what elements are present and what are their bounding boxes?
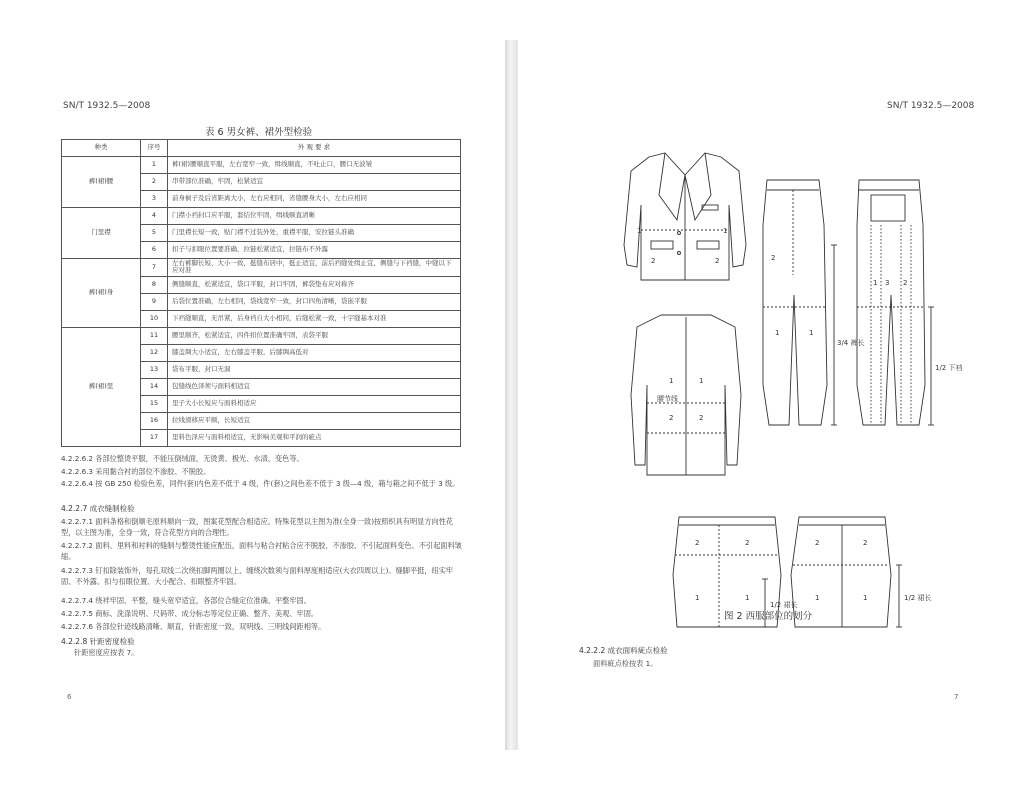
table-cell-requirement: 门襟小裆封口应平服，套结位牢固，缉线顺直清晰 [168,208,461,225]
right-page [519,45,1011,745]
table-cell-requirement: 前身裥子及后省距离大小，左右应相同，省缝腰身大小，左右应相同 [168,191,461,208]
table-cell-requirement: 下裆缝顺直，无吊紧，后身裆自大小相同，后缝松紧一致，十字缝基本对准 [168,310,461,327]
left-page-number: 6 [67,693,72,701]
table-cell-number: 9 [141,293,168,310]
table-cell-requirement: 里料色泽应与面料相适宜，无影响美观和平润的疵点 [168,429,461,446]
table-cell-number: 5 [141,225,168,242]
table-cell-requirement: 后袋位置准确，左右相同，袋线宽窄一致，封口四角清晰，袋嵌平服 [168,293,461,310]
table-cell-number: 7 [141,259,168,277]
skirt-back-label-2a: 2 [815,539,820,547]
table-cell-number: 12 [141,344,168,361]
table-cell-requirement: 拉线滑移应平顺，长短适宜 [168,412,461,429]
table-cell-requirement: 里子大小长短应与面料相适应 [168,395,461,412]
table-cell-requirement: 侧缝顺直，松紧适宜，袋口平服，封口牢固，裤袋垫布应对称齐 [168,276,461,293]
skirt-front-label-1b: 1 [745,594,750,602]
table-row [62,327,461,344]
trousers-back-label-2: 2 [903,279,908,287]
body-paragraph: 4.2.2.7.3 钉扣除装饰外，每孔双线二次绕扣脚两圈以上，缠绕次数须与面料厚度相适应(大衣四周以上)。缝脚平挺，纽实牢固、不外露。扣与扣眼位置、大小配合、扣眼整齐牢固。 [61,566,454,586]
trousers-back-label-1: 1 [873,279,878,287]
table-cell-number: 15 [141,395,168,412]
trousers-front-label-1b: 1 [809,329,814,337]
body-paragraph: 4.2.2.7.2 面料、里料和衬料的缝制与整烫性能应配伍，面料与粘合衬粘合应不脱胶、不渗胶、不引起面料变色、不引起面料皱缩。 [61,541,462,561]
table-header-number: 序号 [141,140,168,157]
table-cell-requirement: 包缝线色泽须与面料相适宜 [168,378,461,395]
table-row [62,259,461,277]
table-caption: 表 6 男女裤、裙外型检验 [205,127,313,138]
table-cell-number: 16 [141,412,168,429]
jacket-front-label-2b: 2 [715,257,720,265]
jacket-front-label-1b: 1 [723,227,728,235]
left-page-header-standard: SN/T 1932.5—2008 [63,101,151,111]
skirt-front-length-fraction: 1/2 裙长 [770,601,798,609]
jacket-back-label-2b: 2 [699,414,704,422]
skirt-front-label-1a: 1 [695,594,700,602]
table-header-requirement: 外 观 要 求 [168,140,461,157]
table-cell-number: 13 [141,361,168,378]
table-cell-number: 4 [141,208,168,225]
skirt-front-label-2a: 2 [695,539,700,547]
table-cell-requirement: 门里襟长短一致，贴门襟不过装外处，重襟平服，安拉链头准确 [168,225,461,242]
right-section-text: 面料疵点检按表 1。 [593,659,658,668]
appearance-inspection-table [61,139,461,447]
table-cell-number: 17 [141,429,168,446]
table-cell-number: 2 [141,174,168,191]
body-paragraph: 4.2.2.6.4 按 GB 250 检验色差，同件(套)内色差不低于 4 级，件(套)之间色差不低于 3 级—4 级，箱与箱之间不低于 3 级。 [61,479,460,488]
table-cell-number: 14 [141,378,168,395]
table-cell-category: 裤(裙)里 [62,327,141,446]
table-header-category: 种类 [62,140,141,157]
trousers-front-label-2: 2 [771,254,776,262]
table-cell-requirement: 扣子与扣眼位置要准确，拉链松紧适宜，拉链布不外露 [168,242,461,259]
table-cell-requirement: 膝盖绸大小适宜，左右膝盖平服，后膝绸高低对 [168,344,461,361]
trousers-back-label-3: 3 [885,279,890,287]
jacket-back-label-1a: 1 [669,377,674,385]
table-cell-requirement: 腰里顺齐，松紧适宜，四件扣位置准确牢固，表袋平服 [168,327,461,344]
trousers-length-fraction: 3/4 裤长 [837,339,865,347]
section-heading: 4.2.2.7 成衣缝制检验 [61,504,135,513]
body-paragraph: 4.2.2.6.3 采用黏合衬的部位不渗胶、不脱胶。 [61,467,211,476]
table-cell-category: 门里襟 [62,208,141,259]
jacket-front-label-2a: 2 [651,257,656,265]
right-page-number: 7 [954,693,959,701]
jacket-back-label-2a: 2 [669,414,674,422]
table-cell-number: 3 [141,191,168,208]
jacket-front-label-1a: 1 [637,227,642,235]
jacket-lapel-left [659,153,685,220]
waist-line-label: 腰节线 [657,395,678,403]
trousers-back-outline [857,180,925,425]
body-paragraph: 4.2.2.7.5 商标、洗涤说明、尺码带、成分标志等定位正确、整齐、美观、牢固。 [61,609,319,618]
body-paragraph: 4.2.2.7.1 面料条格和倒顺毛原料顺向一致，图案花型配合相适应。特殊花型以主图为准(全身一致)按照织具有明显方向性花型，以主图为准，全身一致，符合花型方向的合理性。 [61,517,454,537]
table-cell-requirement: 袋布平服，封口无洞 [168,361,461,378]
table-cell-number: 8 [141,276,168,293]
right-page-header-standard: SN/T 1932.5—2008 [887,101,975,111]
body-paragraph: 4.2.2.7.6 各部位针迹线路清晰、顺直，针距密度一致，双明线、三明线间距相等。 [61,622,326,631]
table-cell-number: 11 [141,327,168,344]
table-cell-requirement: 串带部位准确，牢固，松紧适宜 [168,174,461,191]
figure-caption: 图 2 西服部位的划分 [724,611,813,622]
table-cell-number: 6 [141,242,168,259]
trousers-front-label-1a: 1 [775,329,780,337]
book-gutter [505,40,518,750]
table-cell-category: 裤(裙)身 [62,259,141,328]
inseam-fraction: 1/2 下裆 [935,364,963,372]
table-header-row [62,140,461,157]
body-paragraph: 针距密度应按表 7。 [74,648,139,657]
table-cell-requirement: 左右裤脚长短、大小一致，挺缝布居中，挺止适宜，前后裆缝处缉止宜，侧缝与下裆缝，中缝以下应对准 [168,259,461,277]
body-paragraph: 4.2.2.6.2 各部位整烫平服，不能压倒绒面，无烫黄、极光、水渍、变色等。 [61,454,304,463]
left-page [12,45,504,745]
right-section-heading: 4.2.2.2 成衣面料疵点检验 [579,646,668,655]
garment-division-figure [519,45,1011,609]
skirt-front-label-2b: 2 [745,539,750,547]
table-cell-category: 裤(裙)腰 [62,157,141,208]
jacket-back-label-1b: 1 [699,377,704,385]
table-cell-requirement: 裤(裙)腰顺直平服，左右宽窄一致，缉线顺直，不吐止口，腰口无波皱 [168,157,461,174]
skirt-back-label-2b: 2 [863,539,868,547]
skirt-back-length-fraction: 1/2 裙长 [904,594,932,602]
skirt-back-label-1a: 1 [815,594,820,602]
table-row [62,208,461,225]
trousers-front-outline [763,180,827,425]
table-cell-number: 1 [141,157,168,174]
table-cell-number: 10 [141,310,168,327]
table-row [62,157,461,174]
skirt-back-label-1b: 1 [863,594,868,602]
body-paragraph: 4.2.2.7.4 绕袢牢固、平整，缝头宽窄适宜，各部位合缝定位准确、平整牢固。 [61,596,311,605]
section-heading: 4.2.2.8 针距密度检验 [61,637,135,646]
